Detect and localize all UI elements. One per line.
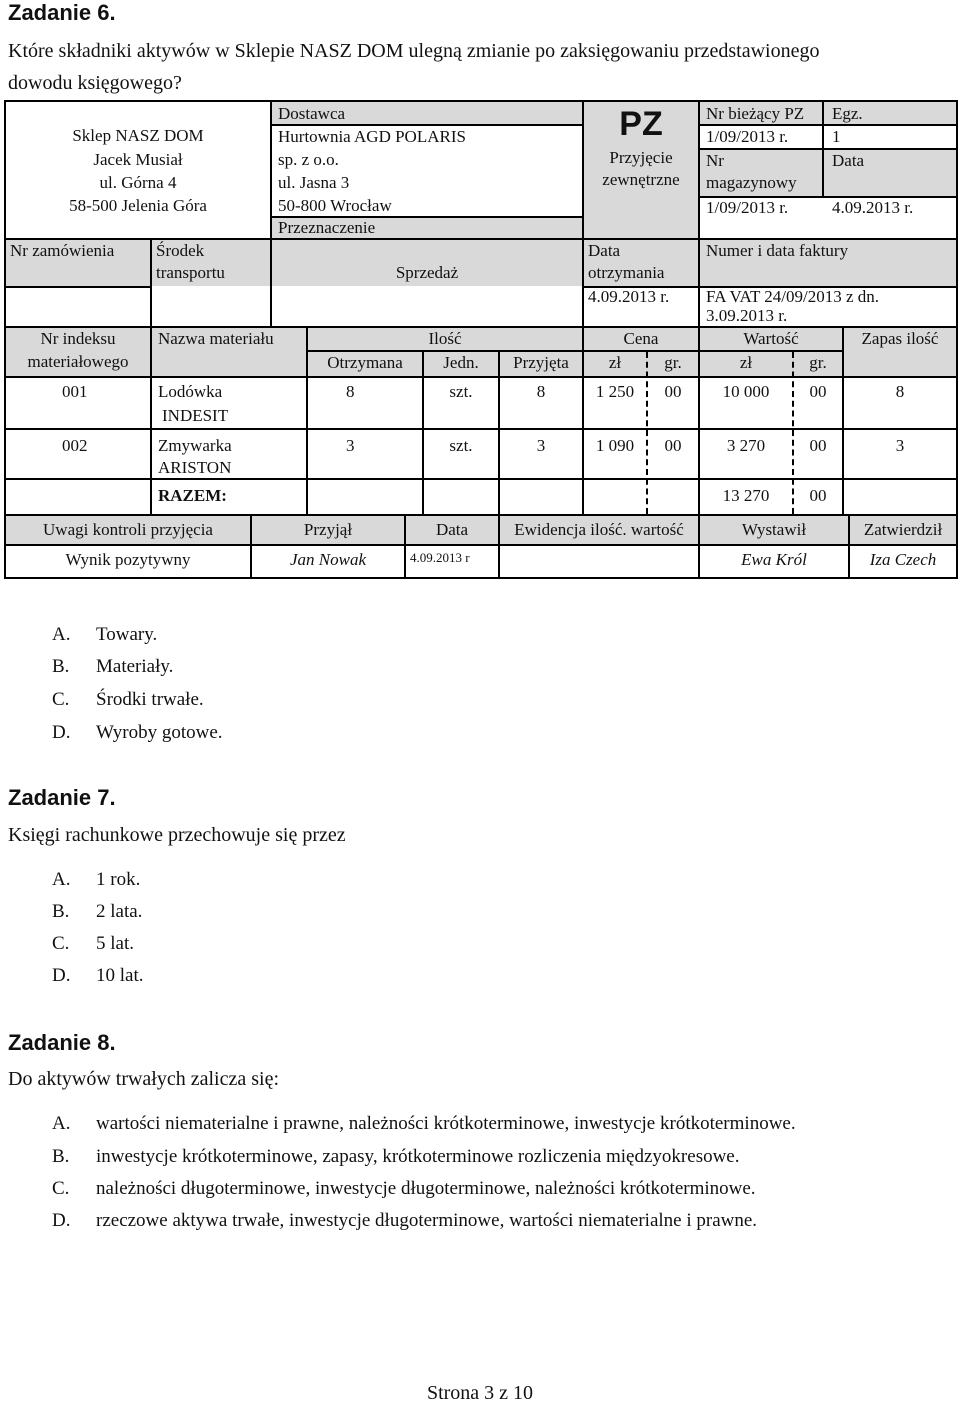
hdr-received: Otrzymana bbox=[327, 353, 403, 372]
purpose-label: Przeznaczenie bbox=[278, 218, 376, 237]
row2-index: 002 bbox=[62, 436, 88, 455]
hdr-name: Nazwa materiału bbox=[158, 329, 274, 348]
hdr-accepted: Przyjęta bbox=[513, 353, 569, 372]
pz-number-label: Nr bieżący PZ bbox=[706, 104, 805, 123]
hdr-value-zl: zł bbox=[739, 353, 753, 372]
doc-name-line1: Przyjęcie bbox=[609, 148, 673, 167]
supplier-city: 50-800 Wrocław bbox=[278, 196, 392, 215]
hdr-qty: Ilość bbox=[428, 329, 462, 348]
row1-received: 8 bbox=[346, 382, 355, 401]
pz-number: 1/09/2013 r. bbox=[706, 127, 789, 146]
footer-hdr-date: Data bbox=[435, 520, 469, 539]
transport-label-line2: transportu bbox=[156, 263, 225, 282]
task7-option-a[interactable]: A. 1 rok. bbox=[52, 869, 141, 890]
task6-question-line1: Które składniki aktywów w Sklepie NASZ DOM ulegną zmianie po zaksięgowaniu przedstawionego bbox=[8, 40, 820, 62]
hdr-index-line1: Nr indeksu bbox=[40, 329, 116, 348]
task8-option-a[interactable]: A. wartości niematerialne i prawne, należności krótkoterminowe, inwestycje krótkoterminowe. bbox=[52, 1113, 796, 1134]
row2-accepted: 3 bbox=[536, 436, 546, 455]
copy-value: 1 bbox=[832, 127, 841, 146]
warehouse-nr: 1/09/2013 r. bbox=[706, 198, 789, 217]
row2-price-zl: 1 090 bbox=[595, 436, 635, 455]
row2-unit: szt. bbox=[449, 436, 473, 455]
row2-name-line1: Zmywarka bbox=[158, 436, 232, 455]
row2-value-zl: 3 270 bbox=[726, 436, 766, 455]
supplier-form: sp. z o.o. bbox=[278, 150, 339, 169]
hdr-value: Wartość bbox=[743, 329, 799, 348]
task8-option-d[interactable]: D. rzeczowe aktywa trwałe, inwestycje długoterminowe, wartości niematerialne i prawne. bbox=[52, 1210, 758, 1231]
invoice-label: Numer i data faktury bbox=[706, 241, 849, 260]
shop-street: ul. Górna 4 bbox=[99, 173, 177, 192]
row2-name-line2: ARISTON bbox=[158, 458, 232, 477]
total-label: RAZEM: bbox=[158, 486, 227, 505]
footer-hdr-issued-by: Wystawił bbox=[741, 520, 807, 539]
warehouse-nr-label-line2: magazynowy bbox=[706, 173, 797, 192]
hdr-value-gr: gr. bbox=[809, 353, 827, 372]
row1-price-zl: 1 250 bbox=[595, 382, 635, 401]
hdr-price-zl: zł bbox=[608, 353, 622, 372]
copy-label: Egz. bbox=[832, 104, 863, 123]
doc-code: PZ bbox=[619, 105, 663, 143]
row1-price-gr: 00 bbox=[664, 382, 682, 401]
supplier-street: ul. Jasna 3 bbox=[278, 173, 350, 192]
task7-option-d[interactable]: D. 10 lat. bbox=[52, 965, 144, 986]
task6-question-line2: dowodu księgowego? bbox=[8, 72, 182, 94]
invoice-line2: 3.09.2013 r. bbox=[706, 306, 788, 325]
shop-owner: Jacek Musiał bbox=[93, 150, 183, 169]
hdr-index-line2: materiałowego bbox=[27, 352, 129, 371]
invoice-line1: FA VAT 24/09/2013 z dn. bbox=[706, 287, 880, 306]
footer-hdr-received-by: Przyjął bbox=[303, 520, 353, 539]
hdr-price-gr: gr. bbox=[664, 353, 682, 372]
warehouse-nr-label-line1: Nr bbox=[706, 151, 724, 170]
task7-title: Zadanie 7. bbox=[8, 785, 116, 810]
pz-document-form bbox=[0, 0, 960, 580]
footer-hdr-remarks: Uwagi kontroli przyjęcia bbox=[43, 520, 213, 539]
row1-name-line1: Lodówka bbox=[158, 382, 223, 401]
task6-option-c[interactable]: C. Środki trwałe. bbox=[52, 689, 204, 710]
received-date: 4.09.2013 r. bbox=[588, 287, 670, 306]
footer-date: 4.09.2013 r bbox=[410, 550, 470, 565]
footer-received-by: Jan Nowak bbox=[289, 550, 367, 569]
date-value: 4.09.2013 r. bbox=[832, 198, 914, 217]
task8-question: Do aktywów trwałych zalicza się: bbox=[8, 1068, 280, 1090]
hdr-price: Cena bbox=[623, 329, 659, 348]
row1-unit: szt. bbox=[449, 382, 473, 401]
transport-label-line1: Środek bbox=[156, 241, 205, 260]
purpose-value: Sprzedaż bbox=[395, 263, 459, 282]
row2-received: 3 bbox=[346, 436, 355, 455]
order-nr-label: Nr zamówienia bbox=[10, 241, 115, 260]
footer-hdr-register: Ewidencja ilość. wartość bbox=[514, 520, 684, 539]
task8-option-b[interactable]: B. inwestycje krótkoterminowe, zapasy, krótkoterminowe rozliczenia międzyokresowe. bbox=[52, 1146, 740, 1167]
total-zl: 13 270 bbox=[722, 486, 770, 505]
footer-approved-by: Iza Czech bbox=[869, 550, 937, 569]
received-date-label-line2: otrzymania bbox=[588, 263, 665, 282]
row1-index: 001 bbox=[62, 382, 88, 401]
task6-title: Zadanie 6. bbox=[8, 0, 116, 25]
task7-question: Księgi rachunkowe przechowuje się przez bbox=[8, 824, 346, 846]
task8-option-c[interactable]: C. należności długoterminowe, inwestycje długoterminowe, należności krótkoterminowe. bbox=[52, 1178, 756, 1199]
row1-value-gr: 00 bbox=[809, 382, 827, 401]
task8-title: Zadanie 8. bbox=[8, 1030, 116, 1055]
total-gr: 00 bbox=[809, 486, 827, 505]
supplier-name: Hurtownia AGD POLARIS bbox=[278, 127, 466, 146]
row1-value-zl: 10 000 bbox=[722, 382, 770, 401]
row2-stock: 3 bbox=[895, 436, 905, 455]
task6-option-d[interactable]: D. Wyroby gotowe. bbox=[52, 722, 223, 743]
row2-value-gr: 00 bbox=[809, 436, 827, 455]
hdr-stock: Zapas ilość bbox=[861, 329, 939, 348]
doc-name-line2: zewnętrzne bbox=[602, 170, 680, 189]
task7-option-c[interactable]: C. 5 lat. bbox=[52, 933, 134, 954]
date-label: Data bbox=[832, 151, 865, 170]
received-date-label-line1: Data bbox=[588, 241, 621, 260]
shop-name: Sklep NASZ DOM bbox=[72, 126, 204, 145]
row1-stock: 8 bbox=[895, 382, 905, 401]
page-number: Strona 3 z 10 bbox=[426, 1382, 534, 1404]
footer-remarks: Wynik pozytywny bbox=[65, 550, 191, 569]
shop-city: 58-500 Jelenia Góra bbox=[69, 196, 207, 215]
hdr-unit: Jedn. bbox=[443, 353, 479, 372]
task6-option-a[interactable]: A. Towary. bbox=[52, 624, 158, 645]
row1-name-line2: INDESIT bbox=[162, 406, 229, 425]
task6-option-b[interactable]: B. Materiały. bbox=[52, 656, 174, 677]
row2-price-gr: 00 bbox=[664, 436, 682, 455]
footer-hdr-approved-by: Zatwierdził bbox=[863, 520, 943, 539]
footer-issued-by: Ewa Król bbox=[741, 550, 807, 569]
row1-accepted: 8 bbox=[536, 382, 546, 401]
supplier-label: Dostawca bbox=[278, 104, 346, 123]
task7-option-b[interactable]: B. 2 lata. bbox=[52, 901, 143, 922]
